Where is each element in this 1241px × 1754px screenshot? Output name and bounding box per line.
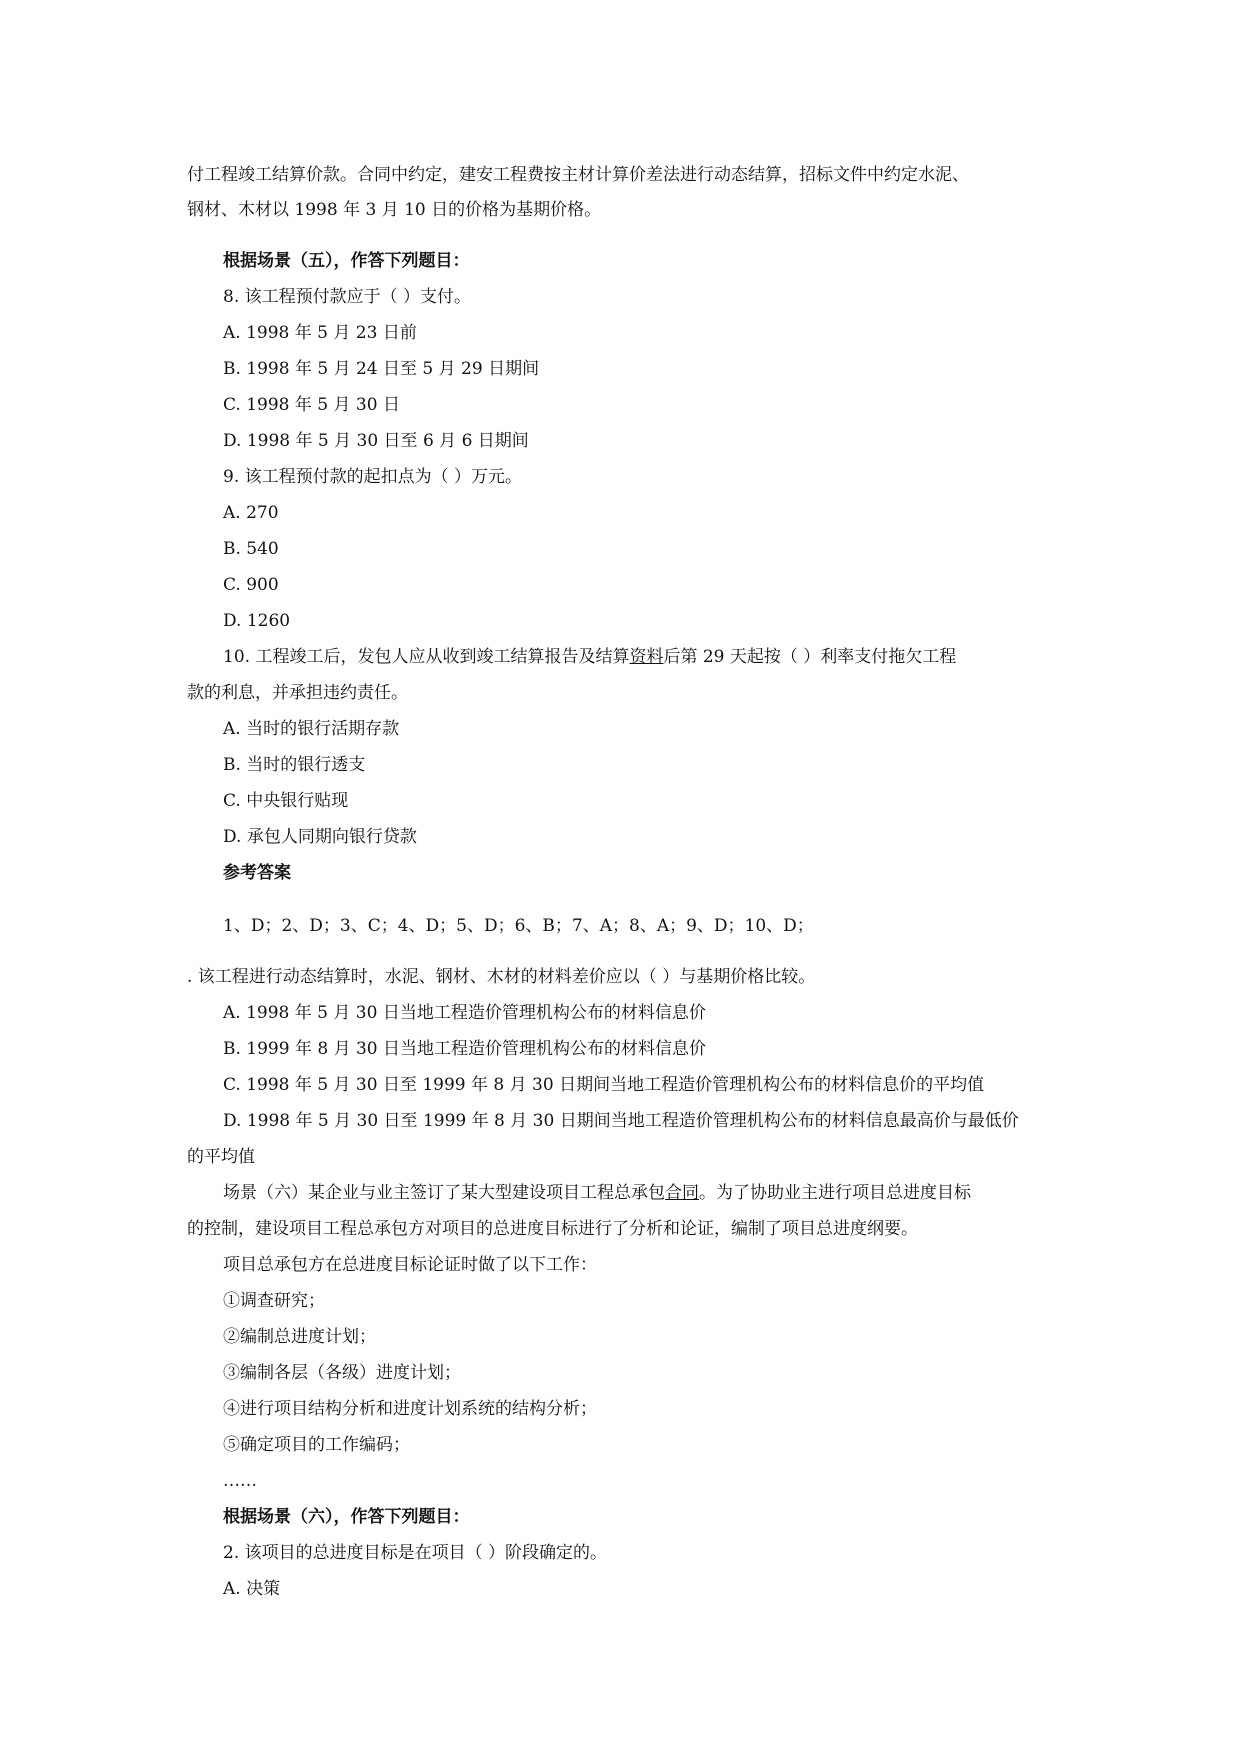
q9-option-c: C. 900 (223, 575, 279, 595)
intro-line-1: 付工程竣工结算价款。合同中约定，建安工程费按主材计算价差法进行动态结算，招标文件中约定水泥、 (187, 165, 969, 185)
intro-line-2: 钢材、木材以 1998 年 3 月 10 日的价格为基期价格。 (187, 200, 602, 220)
q8-option-a: A. 1998 年 5 月 23 日前 (223, 323, 417, 343)
q10-link-data[interactable]: 资料 (629, 647, 664, 667)
extra-question-stem: . 该工程进行动态结算时，水泥、钢材、木材的材料差价应以（ ）与基期价格比较。 (187, 967, 816, 987)
extra-option-a: A. 1998 年 5 月 30 日当地工程造价管理机构公布的材料信息价 (223, 1003, 706, 1023)
scene6-p1-post: 。为了协助业主进行项目总进度目标 (699, 1183, 971, 1203)
scene6-item-4: ④进行项目结构分析和进度计划系统的结构分析； (223, 1399, 597, 1419)
extra-option-b: B. 1999 年 8 月 30 日当地工程造价管理机构公布的材料信息价 (223, 1039, 707, 1059)
scene6-item-5: ⑤确定项目的工作编码； (223, 1435, 410, 1455)
scene6-link-contract[interactable]: 合同 (665, 1183, 699, 1203)
scene6-paragraph-2: 项目总承包方在总进度目标论证时做了以下工作： (223, 1255, 597, 1275)
extra-option-d-continued: 的平均值 (187, 1147, 255, 1167)
section5-heading: 根据场景（五），作答下列题目： (223, 251, 470, 271)
q10-stem-line-2: 款的利息，并承担违约责任。 (187, 683, 408, 703)
q10-option-b: B. 当时的银行透支 (223, 755, 366, 775)
q10-stem-post: 后第 29 天起按（ ）利率支付拖欠工程 (663, 647, 957, 667)
scene6-p1-pre: 场景（六）某企业与业主签订了某大型建设项目工程总承包 (223, 1183, 665, 1203)
scene6-item-3: ③编制各层（各级）进度计划； (223, 1363, 461, 1383)
q8-option-b: B. 1998 年 5 月 24 日至 5 月 29 日期间 (223, 359, 540, 379)
scene6-item-2: ②编制总进度计划； (223, 1327, 376, 1347)
q10-option-d: D. 承包人同期向银行贷款 (223, 827, 417, 847)
q10-stem-pre: 10. 工程竣工后，发包人应从收到竣工结算报告及结算 (223, 647, 630, 667)
q9-option-b: B. 540 (223, 539, 279, 559)
q9-option-a: A. 270 (223, 503, 279, 523)
answers-text: 1、D；2、D；3、C；4、D；5、D；6、B；7、A；8、A；9、D；10、D； (223, 916, 814, 936)
scene6-paragraph-1-line-2: 的控制，建设项目工程总承包方对项目的总进度目标进行了分析和论证，编制了项目总进度纲要。 (187, 1219, 918, 1239)
answers-heading: 参考答案 (223, 863, 291, 883)
q8-option-d: D. 1998 年 5 月 30 日至 6 月 6 日期间 (223, 431, 529, 451)
q8-stem: 8. 该工程预付款应于（ ）支付。 (223, 287, 472, 307)
q2-option-a: A. 决策 (223, 1579, 281, 1599)
extra-option-d: D. 1998 年 5 月 30 日至 1999 年 8 月 30 日期间当地工程造价管理机构公布的材料信息最高价与最低价 (223, 1111, 1019, 1131)
q8-option-c: C. 1998 年 5 月 30 日 (223, 395, 400, 415)
q10-option-a: A. 当时的银行活期存款 (223, 719, 400, 739)
q2-stem: 2. 该项目的总进度目标是在项目（ ）阶段确定的。 (223, 1543, 608, 1563)
q10-stem (223, 646, 956, 668)
scene6-item-1: ①调查研究； (223, 1291, 325, 1311)
q9-option-d: D. 1260 (223, 611, 291, 631)
q10-option-c: C. 中央银行贴现 (223, 791, 349, 811)
scene6-ellipsis: …… (223, 1471, 257, 1491)
q9-stem: 9. 该工程预付款的起扣点为（ ）万元。 (223, 467, 523, 487)
extra-option-c: C. 1998 年 5 月 30 日至 1999 年 8 月 30 日期间当地工程造价管理机构公布的材料信息价的平均值 (223, 1075, 985, 1095)
scene6-paragraph-1 (223, 1182, 971, 1204)
section6-heading: 根据场景（六），作答下列题目： (223, 1507, 470, 1527)
